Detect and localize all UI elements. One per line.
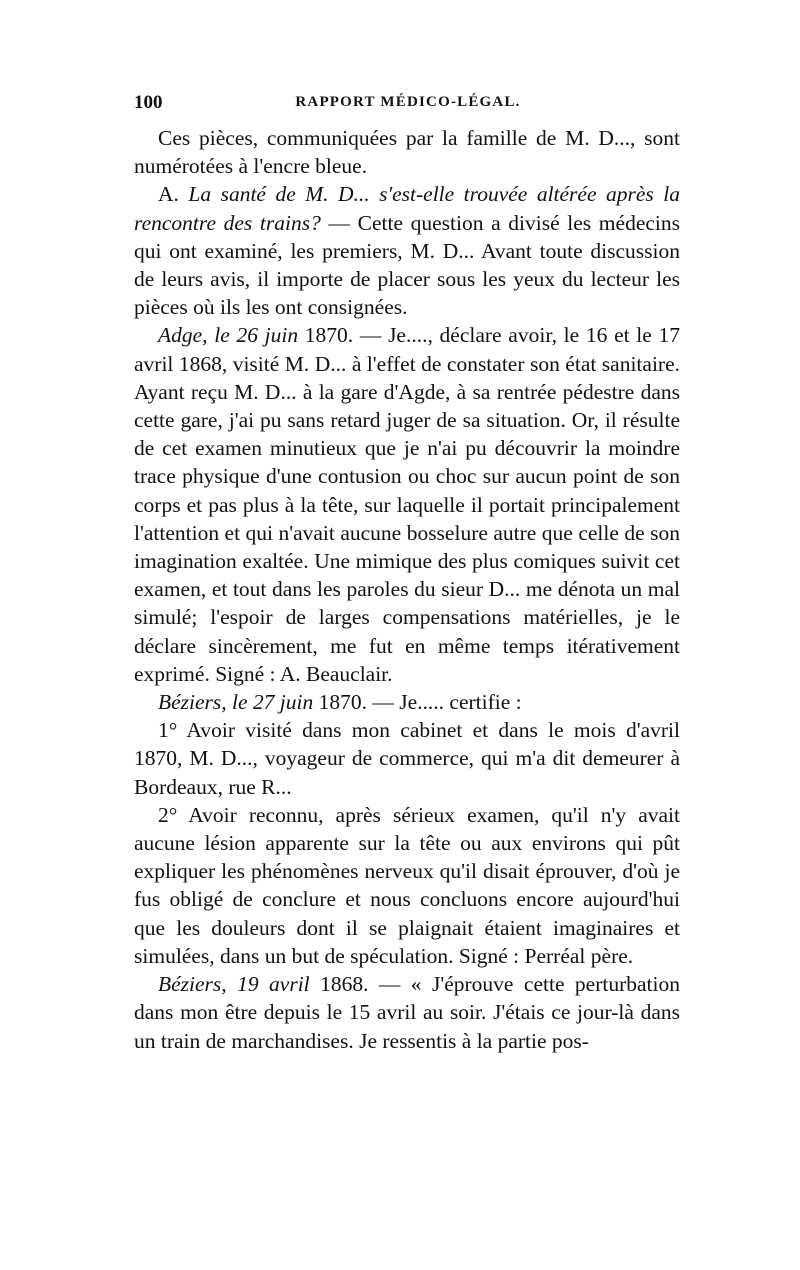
- paragraph: [134, 180, 680, 321]
- italic-segment: Adge, le 26 juin: [158, 323, 299, 348]
- italic-segment: Béziers, 19 avril: [158, 972, 310, 997]
- paragraph: [134, 716, 680, 801]
- paragraph: [134, 124, 680, 180]
- text-segment: A.: [158, 182, 189, 207]
- paragraph: [134, 321, 680, 688]
- paragraph: [134, 801, 680, 970]
- text-segment: 1868. — « J'éprouve cette perturbation dans mon être depuis le 15 avril au soir. J'étais ce jour-là dans un train de marchandises. Je ressentis à la partie pos-: [134, 972, 680, 1053]
- text-segment: — Cette question a divisé les médecins qui ont examiné, les premiers, M. D... Avant toute discussion de leurs avis, il importe de placer sous les yeux du lecteur les pièces où ils les ont consignées.: [134, 210, 680, 320]
- text-segment: 2° Avoir reconnu, après sérieux examen, qu'il n'y avait aucune lésion apparente sur la tête ou aux environs qui pût expliquer les phénomènes nerveux qu'il disait éprouver, d'où je fus obligé de conclure et nous concluons encore aujourd'hui que les douleurs dont il se plaignait étaient imaginaires et simulées, dans un but de spéculation. Signé : Perréal père.: [134, 802, 680, 968]
- text-segment: 1° Avoir visité dans mon cabinet et dans le mois d'avril 1870, M. D..., voyageur de commerce, qui m'a dit demeurer à Bordeaux, rue R...: [134, 718, 680, 799]
- text-segment: Ces pièces, communiquées par la famille de M. D..., sont numérotées à l'encre bleue.: [134, 126, 680, 179]
- text-segment: 1870. — Je...., déclare avoir, le 16 et le 17 avril 1868, visité M. D... à l'effet de constater son état sanitaire. Ayant reçu M. D... à la gare d'Agde, à sa rentrée pédestre dans cette gare, j'ai pu sans retard juger de sa situation. Or, il résulte de cet examen minutieux que je n'ai pu découvrir la moindre trace physique d'une contusion ou choc sur aucun point de son corps et pas plus à la tête, sur laquelle il portait principalement l'attention et qui n'avait aucune bosselure autre que celle de son imagination exaltée. Une mimique des plus comiques suivit cet examen, et tout dans les paroles du sieur D... me dénota un mal simulé; l'espoir de larges compensations matérielles, je le déclare sincèrement, me fut en même temps itérativement exprimé. Signé : A. Beauclair.: [134, 323, 681, 686]
- italic-segment: Béziers, le 27 juin: [158, 690, 314, 715]
- italic-segment: La santé de M. D... s'est-elle trouvée altérée après la rencontre des trains?: [134, 182, 680, 235]
- running-head: RAPPORT MÉDICO-LÉGAL.: [295, 94, 521, 110]
- paragraph: [134, 970, 680, 1055]
- paragraph: [134, 688, 680, 716]
- body-text: [134, 124, 680, 1055]
- page-header: [134, 92, 682, 118]
- text-segment: 1870. — Je..... certifie :: [313, 690, 522, 715]
- page-number: 100: [134, 92, 163, 113]
